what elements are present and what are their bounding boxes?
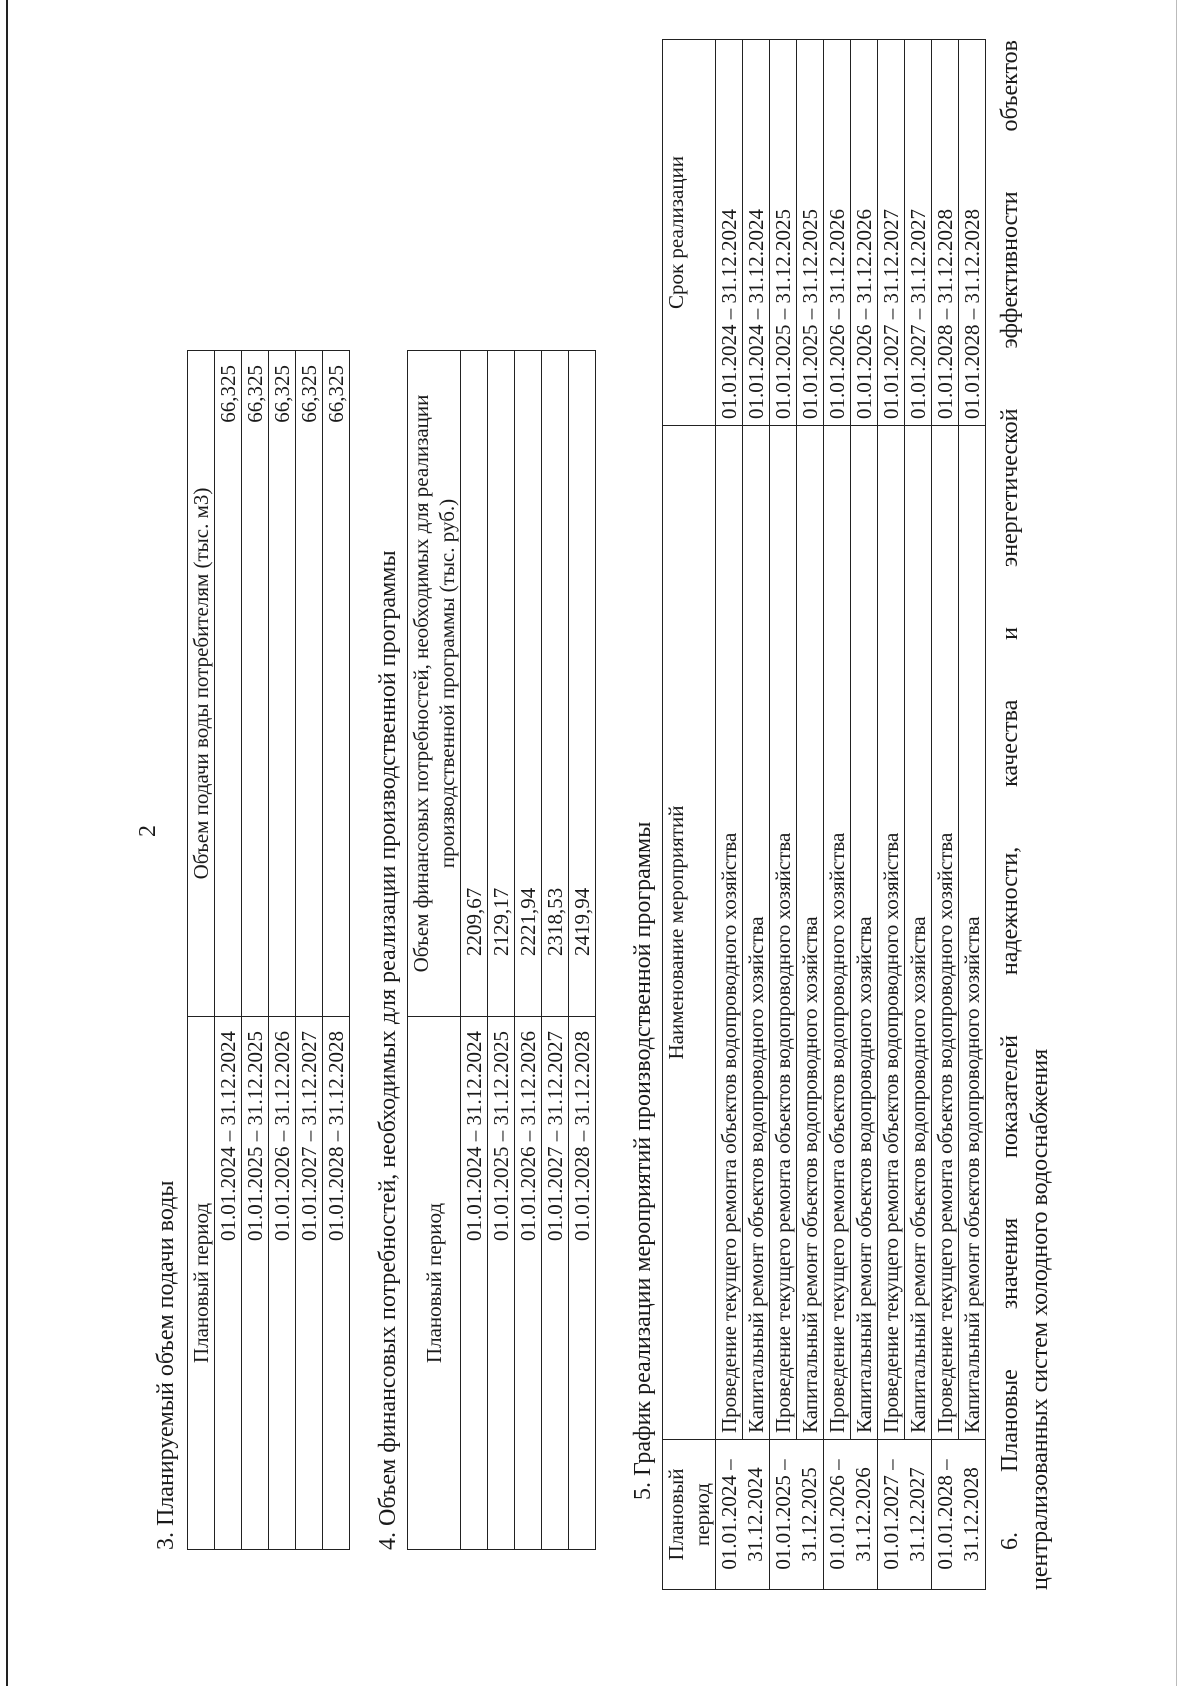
cell-value: 66,325 — [269, 351, 296, 1017]
section4-title: 4. Объем финансовых потребностей, необходимых для реализации производственной программы — [375, 550, 401, 1550]
cell-term: 01.01.2026 – 31.12.2026 — [824, 40, 851, 426]
table-row — [215, 351, 242, 1550]
table-row — [269, 351, 296, 1550]
header-volume: Объем подачи воды потребителям (тыс. м3) — [188, 351, 215, 1017]
table-row — [296, 351, 323, 1550]
cell-period: 01.01.2028 – 31.12.2028 — [323, 1017, 350, 1550]
table-header-row — [408, 351, 461, 1550]
period-start: 01.01.2027 – — [879, 1459, 903, 1570]
header-finance: Объем финансовых потребностей, необходимых для реализации производственной программы (тыс. руб.) — [408, 351, 461, 1017]
section6-paragraph — [995, 40, 1055, 1590]
header-period: Плановый период — [408, 1017, 461, 1550]
cell-activity: Проведение текущего ремонта объектов водопроводного хозяйства — [932, 426, 959, 1440]
cell-term: 01.01.2024 – 31.12.2024 — [743, 40, 770, 426]
period-end: 31.12.2025 — [797, 1467, 821, 1562]
page-edge-line-right — [1176, 0, 1177, 1686]
section5-title: 5. График реализации мероприятий производственной программы — [630, 821, 656, 1500]
cell-period: 01.01.2024 – 31.12.2024 — [215, 1017, 242, 1550]
cell-period: 01.01.2026 – 31.12.2026 — [269, 1017, 296, 1550]
period-end: 31.12.2027 — [905, 1467, 929, 1562]
word: 6. — [997, 1532, 1023, 1550]
page-edge-line — [6, 0, 8, 1686]
cell-term: 01.01.2024 – 31.12.2024 — [716, 40, 743, 426]
period-start: 01.01.2024 – — [717, 1459, 741, 1570]
cell-activity: Проведение текущего ремонта объектов водопроводного хозяйства — [716, 426, 743, 1440]
table-row — [569, 351, 596, 1550]
cell-period-group — [878, 1440, 932, 1590]
table-row — [851, 40, 878, 1590]
period-end: 31.12.2026 — [851, 1467, 875, 1562]
cell-activity: Капитальный ремонт объектов водопроводного хозяйства — [851, 426, 878, 1440]
rotated-document-sheet — [125, 40, 1065, 1590]
cell-activity: Капитальный ремонт объектов водопроводного хозяйства — [959, 426, 986, 1440]
table-row — [770, 40, 797, 1590]
cell-activity: Капитальный ремонт объектов водопроводного хозяйства — [905, 426, 932, 1440]
period-start: 01.01.2026 – — [825, 1459, 849, 1570]
cell-period-group — [824, 1440, 878, 1590]
period-start: 01.01.2025 – — [771, 1459, 795, 1570]
cell-value: 2129,17 — [488, 351, 515, 1017]
table-row — [323, 351, 350, 1550]
cell-period-group — [716, 1440, 770, 1590]
word: энергетической — [997, 408, 1023, 568]
section6-line2: централизованных систем холодного водоснабжения — [1027, 1048, 1053, 1590]
cell-activity: Проведение текущего ремонта объектов водопроводного хозяйства — [878, 426, 905, 1440]
cell-term: 01.01.2028 – 31.12.2028 — [959, 40, 986, 426]
cell-value: 66,325 — [323, 351, 350, 1017]
cell-activity: Проведение текущего ремонта объектов водопроводного хозяйства — [770, 426, 797, 1440]
cell-period: 01.01.2026 – 31.12.2026 — [515, 1017, 542, 1550]
cell-term: 01.01.2027 – 31.12.2027 — [905, 40, 932, 426]
table-row — [959, 40, 986, 1590]
cell-period: 01.01.2025 – 31.12.2025 — [242, 1017, 269, 1550]
period-end: 31.12.2028 — [959, 1467, 983, 1562]
word: объектов — [997, 40, 1023, 132]
table-row — [743, 40, 770, 1590]
cell-term: 01.01.2028 – 31.12.2028 — [932, 40, 959, 426]
word: значения — [997, 1217, 1023, 1310]
table-header-row — [188, 351, 215, 1550]
cell-value: 2318,53 — [542, 351, 569, 1017]
header-term: Срок реализации — [663, 40, 716, 426]
schedule-table — [662, 39, 986, 1590]
cell-activity: Капитальный ремонт объектов водопроводного хозяйства — [797, 426, 824, 1440]
table-row — [932, 40, 959, 1590]
cell-value: 66,325 — [215, 351, 242, 1017]
cell-period-group — [932, 1440, 986, 1590]
cell-term: 01.01.2027 – 31.12.2027 — [878, 40, 905, 426]
table-row — [515, 351, 542, 1550]
table-row — [878, 40, 905, 1590]
cell-period: 01.01.2028 – 31.12.2028 — [569, 1017, 596, 1550]
word: эффективности — [997, 191, 1023, 349]
word: качества — [997, 699, 1023, 787]
cell-period: 01.01.2024 – 31.12.2024 — [461, 1017, 488, 1550]
table-row — [824, 40, 851, 1590]
cell-term: 01.01.2025 – 31.12.2025 — [797, 40, 824, 426]
cell-period-group — [770, 1440, 824, 1590]
table-row — [461, 351, 488, 1550]
cell-activity: Капитальный ремонт объектов водопроводного хозяйства — [743, 426, 770, 1440]
cell-value: 2209,67 — [461, 351, 488, 1017]
financial-needs-table — [407, 350, 596, 1550]
table-row — [797, 40, 824, 1590]
cell-period: 01.01.2027 – 31.12.2027 — [296, 1017, 323, 1550]
cell-value: 66,325 — [296, 351, 323, 1017]
cell-activity: Проведение текущего ремонта объектов водопроводного хозяйства — [824, 426, 851, 1440]
word: показателей — [997, 1035, 1023, 1158]
cell-term: 01.01.2025 – 31.12.2025 — [770, 40, 797, 426]
table-row — [542, 351, 569, 1550]
table-row — [242, 351, 269, 1550]
word: и — [997, 627, 1023, 640]
cell-term: 01.01.2026 – 31.12.2026 — [851, 40, 878, 426]
section6-line1 — [995, 40, 1025, 1590]
cell-value: 66,325 — [242, 351, 269, 1017]
cell-period: 01.01.2025 – 31.12.2025 — [488, 1017, 515, 1550]
water-volume-table — [187, 350, 350, 1550]
table-row — [716, 40, 743, 1590]
table-row — [905, 40, 932, 1590]
header-period: Плановый период — [188, 1017, 215, 1550]
cell-value: 2419,94 — [569, 351, 596, 1017]
table-header-row — [663, 40, 716, 1590]
cell-value: 2221,94 — [515, 351, 542, 1017]
period-start: 01.01.2028 – — [933, 1459, 957, 1570]
cell-period: 01.01.2027 – 31.12.2027 — [542, 1017, 569, 1550]
word: надежности, — [997, 846, 1023, 976]
page-number: 2 — [135, 825, 161, 837]
period-end: 31.12.2024 — [743, 1467, 767, 1562]
header-period: Плановый период — [663, 1440, 716, 1590]
section3-title: 3. Планируемый объем подачи воды — [153, 1180, 179, 1550]
word: Плановые — [997, 1369, 1023, 1473]
header-activity: Наименование мероприятий — [663, 426, 716, 1440]
table-row — [488, 351, 515, 1550]
